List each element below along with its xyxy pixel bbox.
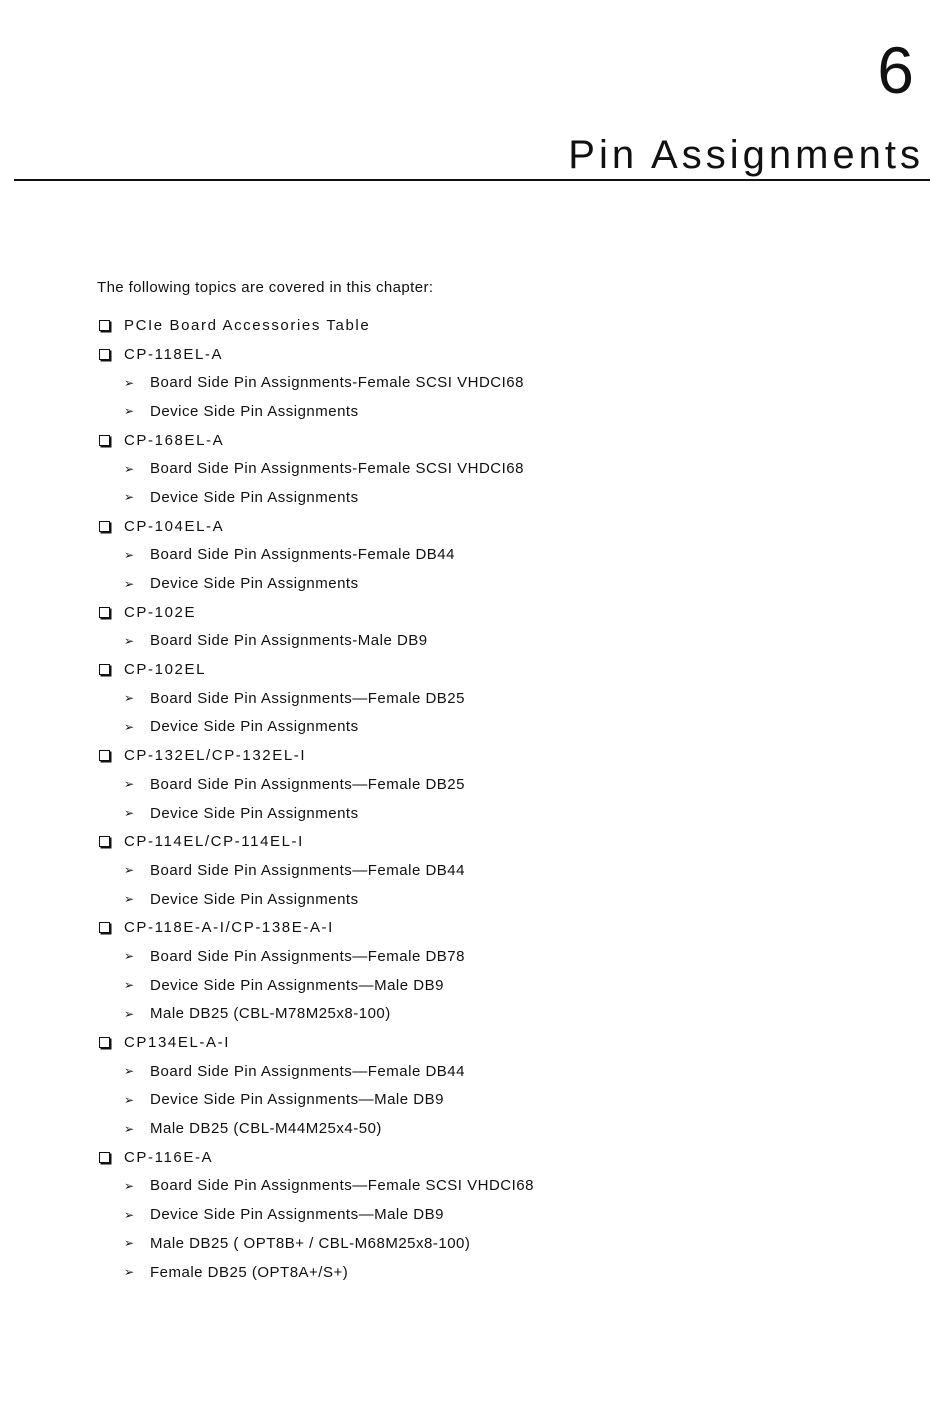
- subtopic-label[interactable]: Board Side Pin Assignments—Female DB25: [150, 689, 465, 707]
- topic-item: [97, 1143, 897, 1286]
- topic-item: [97, 512, 897, 598]
- arrow-bullet-icon: ➢: [124, 1006, 135, 1021]
- subtopic-label[interactable]: Board Side Pin Assignments-Female SCSI VHDCI68: [150, 374, 524, 392]
- subtopic-item[interactable]: [97, 1172, 897, 1201]
- subtopic-label[interactable]: Device Side Pin Assignments: [150, 402, 359, 420]
- topic-item: [97, 827, 897, 913]
- subtopic-item[interactable]: [97, 799, 897, 828]
- subtopic-item[interactable]: [97, 368, 897, 397]
- arrow-bullet-icon: ➢: [124, 863, 135, 878]
- subtopic-item[interactable]: [97, 1057, 897, 1086]
- subtopic-label[interactable]: Board Side Pin Assignments-Male DB9: [150, 632, 428, 650]
- subtopic-label[interactable]: Device Side Pin Assignments: [150, 575, 359, 593]
- subtopic-item[interactable]: [97, 1114, 897, 1143]
- arrow-bullet-icon: ➢: [124, 1236, 135, 1251]
- topic-row[interactable]: [97, 311, 897, 340]
- subtopic-list: [97, 454, 897, 511]
- arrow-bullet-icon: ➢: [124, 1064, 135, 1079]
- topic-row[interactable]: [97, 426, 897, 455]
- subtopic-label[interactable]: Board Side Pin Assignments—Female DB44: [150, 861, 465, 879]
- subtopic-label[interactable]: Device Side Pin Assignments: [150, 804, 359, 822]
- topic-row[interactable]: [97, 655, 897, 684]
- subtopic-list: [97, 942, 897, 1028]
- arrow-bullet-icon: ➢: [124, 461, 135, 476]
- subtopic-item[interactable]: [97, 541, 897, 570]
- arrow-bullet-icon: ➢: [124, 719, 135, 734]
- subtopic-item[interactable]: [97, 1200, 897, 1229]
- arrow-bullet-icon: ➢: [124, 1265, 135, 1280]
- topic-row[interactable]: [97, 827, 897, 856]
- subtopic-item[interactable]: [97, 971, 897, 1000]
- topic-label[interactable]: CP-104EL-A: [124, 517, 225, 535]
- topic-row[interactable]: [97, 913, 897, 942]
- subtopic-label[interactable]: Male DB25 (CBL-M44M25x4-50): [150, 1120, 382, 1138]
- topic-label[interactable]: CP-168EL-A: [124, 431, 225, 449]
- subtopic-list: [97, 856, 897, 913]
- subtopic-list: [97, 541, 897, 598]
- subtopic-list: [97, 627, 897, 656]
- arrow-bullet-icon: ➢: [124, 1121, 135, 1136]
- arrow-bullet-icon: ➢: [124, 1092, 135, 1107]
- arrow-bullet-icon: ➢: [124, 892, 135, 907]
- subtopic-list: [97, 1172, 897, 1287]
- arrow-bullet-icon: ➢: [124, 404, 135, 419]
- subtopic-label[interactable]: Female DB25 (OPT8A+/S+): [150, 1263, 349, 1281]
- arrow-bullet-icon: ➢: [124, 547, 135, 562]
- arrow-bullet-icon: ➢: [124, 576, 135, 591]
- chapter-title: Pin Assignments: [568, 133, 924, 177]
- arrow-bullet-icon: ➢: [124, 978, 135, 993]
- subtopic-item[interactable]: [97, 1000, 897, 1029]
- checkbox-bullet-icon: [99, 1037, 110, 1048]
- subtopic-label[interactable]: Device Side Pin Assignments: [150, 718, 359, 736]
- topic-item: [97, 1028, 897, 1143]
- subtopic-item[interactable]: [97, 454, 897, 483]
- topic-item: [97, 655, 897, 741]
- topic-label[interactable]: CP-114EL/CP-114EL-I: [124, 833, 304, 851]
- subtopic-label[interactable]: Male DB25 (CBL-M78M25x8-100): [150, 1005, 391, 1023]
- topic-row[interactable]: [97, 1143, 897, 1172]
- topic-row[interactable]: [97, 741, 897, 770]
- arrow-bullet-icon: ➢: [124, 777, 135, 792]
- subtopic-label[interactable]: Device Side Pin Assignments—Male DB9: [150, 1206, 444, 1224]
- subtopic-label[interactable]: Board Side Pin Assignments-Female DB44: [150, 546, 455, 564]
- subtopic-label[interactable]: Device Side Pin Assignments: [150, 890, 359, 908]
- topic-item: [97, 340, 897, 426]
- subtopic-label[interactable]: Male DB25 ( OPT8B+ / CBL-M68M25x8-100): [150, 1234, 471, 1252]
- subtopic-list: [97, 770, 897, 827]
- checkbox-bullet-icon: [99, 607, 110, 618]
- subtopic-item[interactable]: [97, 713, 897, 742]
- subtopic-item[interactable]: [97, 770, 897, 799]
- subtopic-item[interactable]: [97, 627, 897, 656]
- subtopic-item[interactable]: [97, 684, 897, 713]
- topic-label[interactable]: CP-118EL-A: [124, 345, 224, 363]
- topic-label[interactable]: PCIe Board Accessories Table: [124, 316, 371, 334]
- arrow-bullet-icon: ➢: [124, 633, 135, 648]
- subtopic-label[interactable]: Board Side Pin Assignments—Female SCSI VHDCI68: [150, 1177, 534, 1195]
- title-divider: [14, 179, 930, 181]
- subtopic-label[interactable]: Device Side Pin Assignments—Male DB9: [150, 976, 444, 994]
- checkbox-bullet-icon: [99, 320, 110, 331]
- topic-label[interactable]: CP-132EL/CP-132EL-I: [124, 747, 307, 765]
- subtopic-label[interactable]: Device Side Pin Assignments—Male DB9: [150, 1091, 444, 1109]
- chapter-number: 6: [877, 33, 914, 107]
- subtopic-item[interactable]: [97, 569, 897, 598]
- topic-label[interactable]: CP134EL-A-I: [124, 1034, 230, 1052]
- subtopic-label[interactable]: Board Side Pin Assignments—Female DB78: [150, 947, 465, 965]
- subtopic-item[interactable]: [97, 483, 897, 512]
- topic-item: [97, 426, 897, 512]
- checkbox-bullet-icon: [99, 521, 110, 532]
- checkbox-bullet-icon: [99, 349, 110, 360]
- subtopic-label[interactable]: Device Side Pin Assignments: [150, 488, 359, 506]
- topic-row[interactable]: [97, 512, 897, 541]
- checkbox-bullet-icon: [99, 1152, 110, 1163]
- subtopic-item[interactable]: [97, 1229, 897, 1258]
- arrow-bullet-icon: ➢: [124, 949, 135, 964]
- subtopic-label[interactable]: Board Side Pin Assignments—Female DB25: [150, 775, 465, 793]
- subtopic-label[interactable]: Board Side Pin Assignments-Female SCSI VHDCI68: [150, 460, 524, 478]
- subtopic-item[interactable]: [97, 1086, 897, 1115]
- subtopic-list: [97, 684, 897, 741]
- arrow-bullet-icon: ➢: [124, 1178, 135, 1193]
- subtopic-item[interactable]: [97, 885, 897, 914]
- topic-list: [97, 311, 897, 1286]
- subtopic-item[interactable]: [97, 942, 897, 971]
- arrow-bullet-icon: ➢: [124, 806, 135, 821]
- topic-row[interactable]: [97, 340, 897, 369]
- checkbox-bullet-icon: [99, 836, 110, 847]
- intro-text: The following topics are covered in this chapter:: [97, 279, 434, 296]
- subtopic-list: [97, 368, 897, 425]
- topic-item: [97, 741, 897, 827]
- arrow-bullet-icon: ➢: [124, 1207, 135, 1222]
- topic-label[interactable]: CP-102EL: [124, 661, 207, 679]
- checkbox-bullet-icon: [99, 750, 110, 761]
- subtopic-list: [97, 1057, 897, 1143]
- subtopic-item[interactable]: [97, 856, 897, 885]
- topic-label[interactable]: CP-102E: [124, 603, 197, 621]
- arrow-bullet-icon: ➢: [124, 691, 135, 706]
- topic-item: [97, 311, 897, 340]
- topic-row[interactable]: [97, 598, 897, 627]
- topic-item: [97, 598, 897, 655]
- checkbox-bullet-icon: [99, 922, 110, 933]
- topic-row[interactable]: [97, 1028, 897, 1057]
- arrow-bullet-icon: ➢: [124, 490, 135, 505]
- topic-item: [97, 913, 897, 1028]
- checkbox-bullet-icon: [99, 664, 110, 675]
- checkbox-bullet-icon: [99, 435, 110, 446]
- arrow-bullet-icon: ➢: [124, 375, 135, 390]
- subtopic-item[interactable]: [97, 397, 897, 426]
- subtopic-label[interactable]: Board Side Pin Assignments—Female DB44: [150, 1062, 465, 1080]
- topic-label[interactable]: CP-116E-A: [124, 1148, 214, 1166]
- topic-label[interactable]: CP-118E-A-I/CP-138E-A-I: [124, 919, 334, 937]
- subtopic-item[interactable]: [97, 1258, 897, 1287]
